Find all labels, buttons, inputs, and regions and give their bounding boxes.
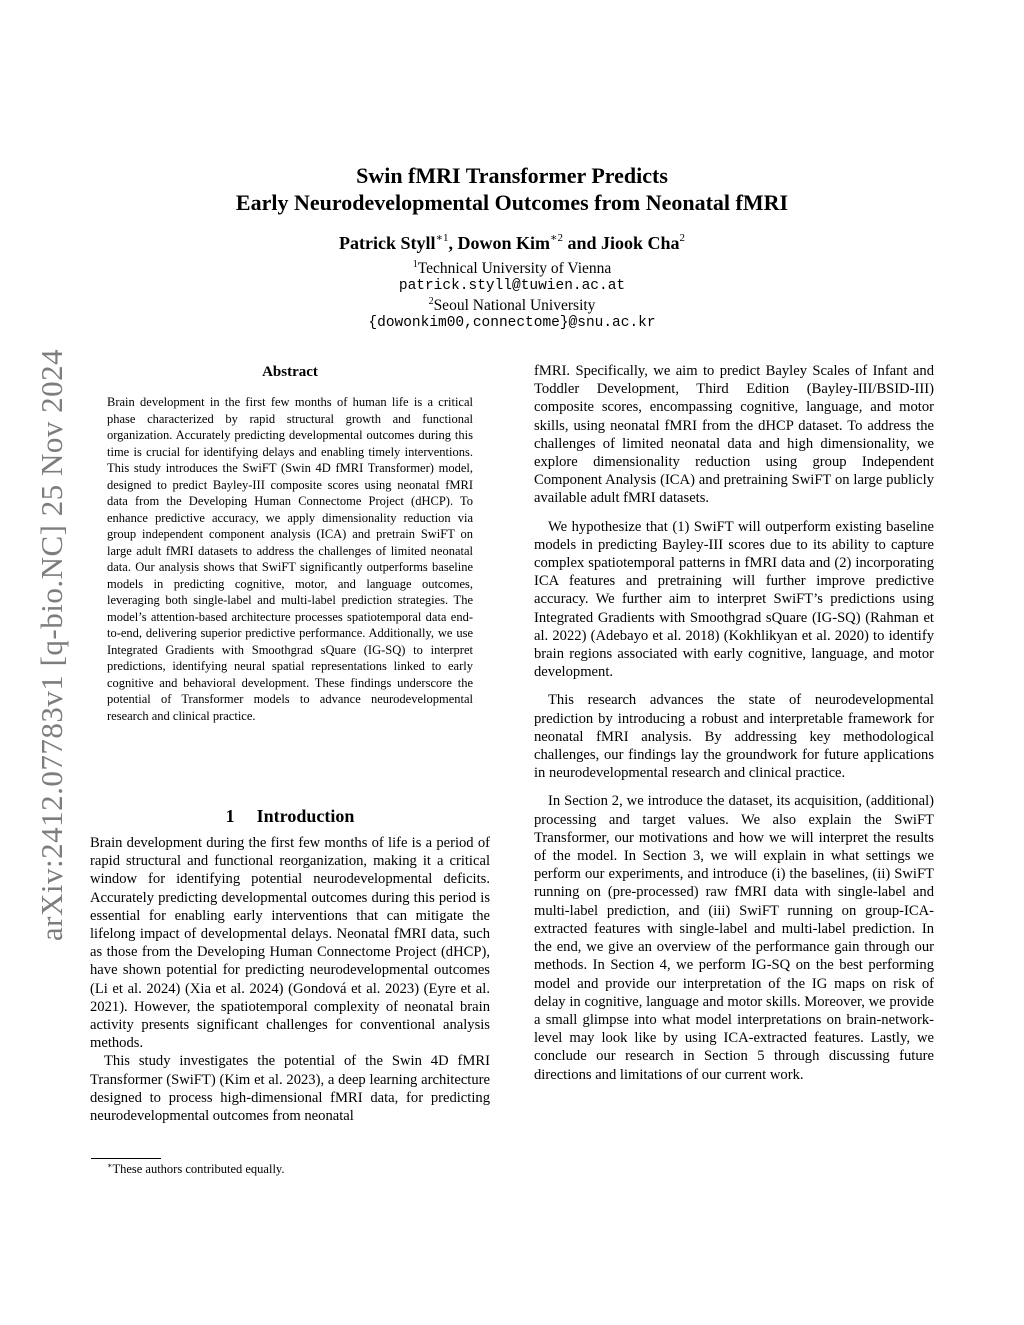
footnote-text: These authors contributed equally. [112,1162,285,1177]
author-list [0,232,1024,254]
email-1: patrick.styll@tuwien.ac.at [398,278,626,294]
paragraph: In Section 2, we introduce the dataset, its acquisition, (additional) processing and target values. We also explain the SwiFT Transformer, our motivations and how we will interpret the results of the model. In Section 3, we will explain in what settings we perform our experiments, and introduce (i) the baselines, (ii) SwiFT running on (pre-processed) raw fMRI data with single-label and multi-label prediction, and (iii) SwiFT running on group-ICA-extracted features with single-label and multi-label prediction. In the end, we give an overview of the performance gain through our methods. In Section 4, we perform IG-SQ on the best performing model and provide our interpretation of the IG maps on risk of delay in cognitive, language and motor skills. Moreover, we provide a small glimpse into what model interpretations on brain-network-level may look like by using ICA-extracted features. Lastly, we conclude our research in Section 5 through discussing future directions and limitations of our current work. [534,793,934,1083]
affiliation-name: Seoul National University [433,297,596,315]
abstract-heading: Abstract [262,364,318,380]
paragraph: We hypothesize that (1) SwiFT will outperform existing baseline models in predicting Bayley-III scores due to its ability to capture complex spatiotemporal patterns in fMRI data and (2) incorporating ICA features and pretraining will further improve predictive accuracy. We further aim to interpret SwiFT’s predictions using Integrated Gradients with Smoothgrad sQuare (IG-SQ) (Rahman et al. 2022) (Adebayo et al. 2018) (Kokhlikyan et al. 2020) to identify brain regions associated with early cognitive, language, and motor development. [534,518,934,681]
paragraph: fMRI. Specifically, we aim to predict Bayley Scales of Infant and Toddler Development, Third Edition (Bayley-III/BSID-III) composite scores, encompassing cognitive, language, and motor skills, using neonatal fMRI from the dHCP dataset. To address the challenges of limited neonatal data and high dimensionality, we explore dimensionality reduction using group Independent Component Analysis (ICA) and pretraining SwiFT on large publicly available adult fMRI datasets. [534,363,934,507]
paragraph: This study investigates the potential of the Swin 4D fMRI Transformer (SwiFT) (Kim et al. 2023), a deep learning architecture designed to process high-dimensional fMRI data, for predicting neurodevelopmental outcomes from neonatal [90,1053,490,1125]
footnote-rule [91,1158,161,1159]
author-separator: , [448,233,458,253]
section-heading-introduction [90,806,490,827]
author-affiliation-mark: ∗2 [549,232,563,244]
author-affiliation-mark: 2 [679,232,686,244]
footnote-mark: ∗ [107,1161,113,1170]
affiliation-mark: 1 [412,259,418,270]
email-2: {dowonkim00,connectome}@snu.ac.kr [368,315,656,331]
right-column-body [534,362,934,1084]
affiliation-2 [0,296,1024,315]
footnote [107,1161,285,1177]
author-affiliation-mark: ∗1 [435,232,449,244]
section-number: 1 [225,806,235,826]
affiliation-mark: 2 [428,296,434,307]
abstract-text: Brain development in the first few months of human life is a critical phase characterized by rapid structural growth and functional organization. Accurately predicting developmental outcomes during this time is crucial for identifying delays and enabling timely interventions. This study introduces the SwiFT (Swin 4D fMRI Transformer) model, designed to predict Bayley-III composite scores using neonatal fMRI data from the Developing Human Connectome Project (dHCP). To enhance predictive accuracy, we apply dimensionality reduction via group independent component analysis (ICA) and pretrain SwiFT on large adult fMRI datasets to address the challenges of limited neonatal data. Our analysis shows that SwiFT significantly outperforms baseline models in predicting cognitive, motor, and language outcomes, leveraging both single-label and multi-label prediction strategies. The model’s attention-based architecture processes spatiotemporal data end-to-end, delivering superior predictive performance. Additionally, we use Integrated Gradients with Smoothgrad sQuare (IG-SQ) to interpret predictions, identifying neural spatial representations linked to early cognitive and behavioral development. These findings underscore the potential of Transformer models to advance neurodevelopmental research and clinical practice. [107,395,473,723]
affiliation-name: Technical University of Vienna [417,260,612,278]
author-separator: and [562,233,601,253]
paper-title-line-1: Swin fMRI Transformer Predicts [356,163,668,188]
author-name: Jiook Cha [600,233,680,253]
section-title: Introduction [256,806,355,826]
paragraph: Brain development during the first few months of life is a period of rapid structural and functional reorganization, making it a critical window for identifying potential neurodevelopmental deficits. Accurately predicting developmental outcomes during this period is essential for enabling early interventions that can mitigate the lifelong impact of developmental delays. Neonatal fMRI data, such as those from the Developing Human Connectome Project (dHCP), have shown potential for predicting neurodevelopmental outcomes (Li et al. 2024) (Xia et al. 2024) (Gondová et al. 2023) (Eyre et al. 2021). However, the spatiotemporal complexity of neonatal brain activity presents significant challenges for conventional analysis methods. [90,835,490,1052]
affiliation-1 [0,259,1024,278]
paper-title-line-2: Early Neurodevelopmental Outcomes from Neonatal fMRI [235,190,789,215]
arxiv-identifier-stamp: arXiv:2412.07783v1 [q-bio.NC] 25 Nov 2024 [34,348,69,942]
author-name: Dowon Kim [457,233,550,253]
author-name: Patrick Styll [338,233,436,253]
paragraph: This research advances the state of neurodevelopmental prediction by introducing a robust and interpretable framework for neonatal fMRI analysis. By addressing key methodological challenges, our findings lay the groundwork for future applications in neurodevelopmental research and clinical practice. [534,692,934,782]
left-column-body [90,834,490,1125]
